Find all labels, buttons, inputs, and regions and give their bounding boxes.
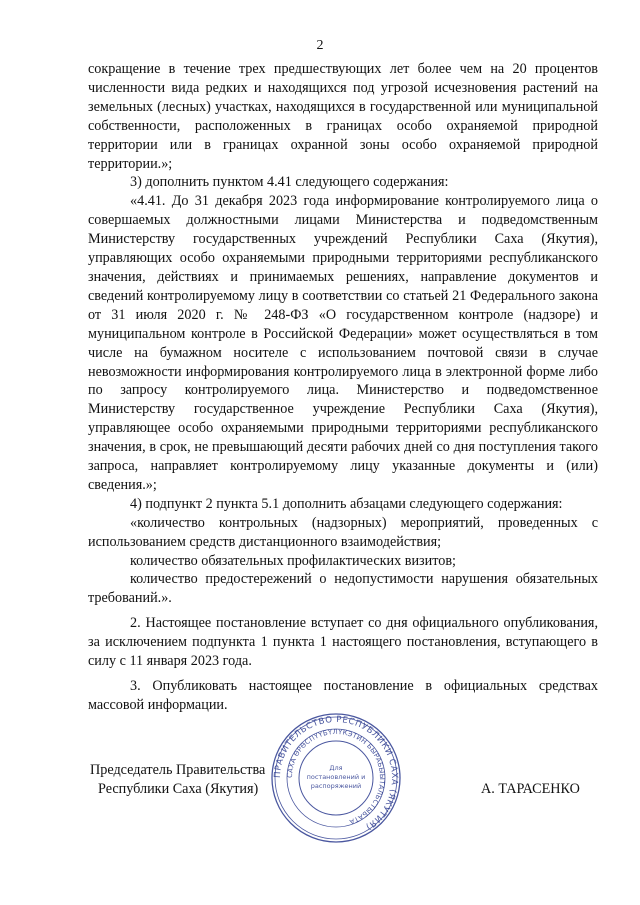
signatory-title-line2: Республики Саха (Якутия) — [98, 781, 259, 797]
paragraph-effective-date: 2. Настоящее постановление вступает со дня официального опубликования, за исключением подпункта 1 пункта 1 настоящего постановления, вступающего в силу с 11 января 2023 года. — [88, 615, 598, 670]
official-seal — [270, 712, 402, 844]
paragraph-preventive-visits: количество обязательных профилактических визитов; — [130, 552, 456, 569]
page-number: 2 — [316, 38, 324, 53]
paragraph-remote-checks: «количество контрольных (надзорных) мероприятий, проведенных с использованием средств дистанционного взаимодействия; — [88, 514, 598, 550]
signatory-title-line1: Председатель Правительства — [90, 762, 266, 778]
seal-center-line1: Для — [329, 764, 343, 772]
paragraph-publication: 3. Опубликовать настоящее постановление в официальных средствах массовой информации. — [88, 678, 598, 713]
seal-center-line3: распоряжений — [310, 782, 362, 790]
paragraph-amendment-3: 3) дополнить пунктом 4.41 следующего содержания: — [130, 174, 449, 191]
paragraph-warnings: количество предостережений о недопустимости нарушения обязательных требований.». — [88, 571, 598, 607]
paragraph-continuation: сокращение в течение трех предшествующих лет более чем на 20 процентов численности вида редких и находящихся под угрозой исчезновения растений на земельных (лесных) участках, находящихся в государственной или муниципальной собственности, расположенных в границах особо охраняемой природной территории или в границах охранной зоны особо охраняемой природной территории.»; — [88, 61, 598, 172]
seal-outer-text: ПРАВИТЕЛЬСТВО РЕСПУБЛИКИ САХА (ЯКУТИЯ) — [272, 714, 400, 832]
paragraph-clause-4-41: «4.41. До 31 декабря 2023 года информирование контролируемого лица о совершаемых должностными лицами Министерства и подведомственным Министерству государственных учреждений Республики Саха (Якутия), управляющих особо охраняемыми природными территориями республиканского значения, действиях и принимаемых решениях, направление документов и сведений контролируемому лицу в соответствии со статьей 21 Федерального закона от 31 июля 2020 г. № 248-ФЗ «О государственном контроле (надзоре) и муниципальном контроле в Российской Федерации» может осуществляться в том числе на бумажном носителе с использованием почтовой связи в случае невозможности информирования контролируемого лица в электронной форме либо по запросу контролируемого лица. Министерство и подведомственное Министерству государственное учреждение Республики Саха (Якутия), управляющее особо охраняемыми природными территориями республиканского значения, в срок, не превышающий десяти рабочих дней со дня поступления такого запроса, направляет контролируемому лицу указанные документы и (или) сведения.»; — [88, 193, 598, 493]
document-body — [88, 60, 598, 715]
seal-center-line2: постановлений и — [306, 773, 366, 781]
seal-inner-text: САХА ӨРӨСПҮҮБҮЛҮКЭТИН БЫРАБЫЫТАЛЬСТЫБАТА — [285, 727, 387, 826]
paragraph-amendment-4: 4) подпункт 2 пункта 5.1 дополнить абзацами следующего содержания: — [130, 495, 563, 512]
signatory-name: А. ТАРАСЕНКО — [481, 781, 580, 797]
